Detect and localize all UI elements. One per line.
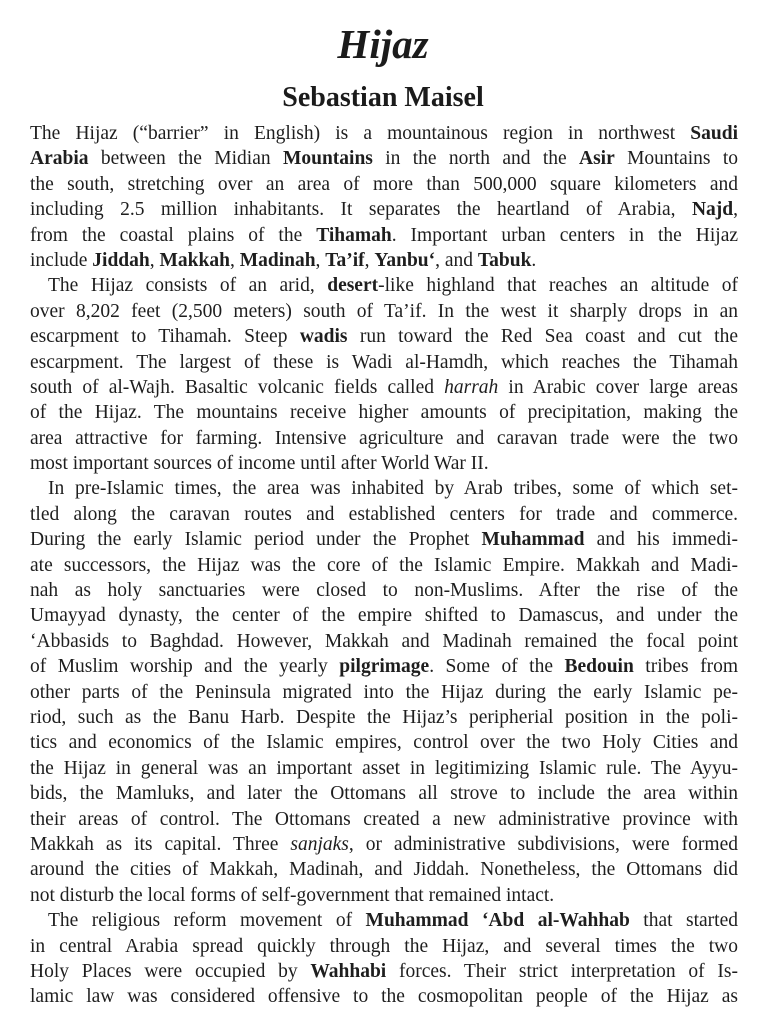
text-line bbox=[30, 629, 738, 654]
text-run: , bbox=[149, 249, 160, 271]
text-run: run toward the Red Sea coast and cut the bbox=[347, 326, 738, 348]
text-line bbox=[30, 603, 738, 628]
text-line bbox=[30, 146, 738, 171]
text-line bbox=[30, 934, 738, 959]
text-run: Makkah as its capital. Three bbox=[30, 833, 291, 855]
text-run: include bbox=[30, 249, 93, 271]
text-run: between the Midian bbox=[88, 148, 283, 170]
bold-term: Yanbu‘ bbox=[374, 249, 436, 271]
article-body bbox=[30, 121, 738, 1010]
text-run: in central Arabia spread quickly through the Hijaz, and several times the two bbox=[30, 935, 738, 957]
text-run: ate successors, the Hijaz was the core of the Islamic Empire. Makkah and Madi- bbox=[30, 554, 738, 576]
text-run: from the coastal plains of the bbox=[30, 224, 317, 246]
text-line bbox=[30, 350, 738, 375]
bold-term: Saudi bbox=[690, 123, 738, 144]
text-line bbox=[30, 121, 738, 146]
text-run: tribes from bbox=[633, 656, 738, 678]
text-run: south of al-Wajh. Basaltic volcanic fields called bbox=[30, 376, 445, 398]
text-run: , and bbox=[435, 249, 478, 271]
bold-term: Bedouin bbox=[564, 656, 634, 678]
text-line bbox=[30, 578, 738, 603]
bold-term: Tabuk bbox=[477, 249, 532, 271]
text-run: other parts of the Peninsula migrated into the Hijaz during the early Islamic pe- bbox=[30, 681, 738, 703]
text-line bbox=[30, 400, 738, 425]
bold-term: Jiddah bbox=[92, 249, 150, 271]
text-line bbox=[30, 299, 738, 324]
text-run: ‘Abbasids to Baghdad. However, Makkah and Madinah remained the focal point bbox=[30, 630, 738, 652]
text-line bbox=[30, 324, 738, 349]
text-line bbox=[30, 705, 738, 730]
bold-term: Wahhabi bbox=[310, 960, 387, 982]
text-run: The Hijaz consists of an arid, bbox=[48, 275, 328, 297]
text-line bbox=[30, 857, 738, 882]
text-run: escarpment to Tihamah. Steep bbox=[30, 326, 300, 348]
text-run: bids, the Mamluks, and later the Ottomans all strove to include the area within bbox=[30, 783, 738, 805]
text-line bbox=[30, 984, 738, 1009]
text-run: escarpment. The largest of these is Wadi al-Hamdh, which reaches the Tihamah bbox=[30, 351, 738, 373]
text-line bbox=[30, 680, 738, 705]
bold-term: Asir bbox=[579, 148, 615, 170]
bold-term: Arabia bbox=[30, 148, 89, 170]
text-run: riod, such as the Banu Harb. Despite the Hijaz’s peripherial position in the poli- bbox=[30, 706, 738, 728]
text-run: . Important urban centers in the Hijaz bbox=[391, 224, 738, 246]
text-line bbox=[30, 273, 738, 298]
bold-term: Makkah bbox=[159, 249, 230, 271]
text-line bbox=[30, 451, 738, 476]
text-run: in the north and the bbox=[372, 148, 579, 170]
bold-term: Tihamah bbox=[316, 224, 392, 246]
bold-term: desert bbox=[327, 275, 379, 297]
text-run: -like highland that reaches an altitude of bbox=[378, 275, 738, 297]
text-run: nah as holy sanctuaries were closed to non-Muslims. After the rise of the bbox=[30, 580, 738, 602]
bold-term: Madinah bbox=[239, 249, 316, 271]
text-run: Mountains to bbox=[614, 148, 738, 170]
text-line bbox=[30, 781, 738, 806]
text-run: that started bbox=[629, 910, 738, 932]
text-run: lamic law was considered offensive to the cosmopolitan people of the Hijaz as bbox=[30, 986, 738, 1008]
text-run: including 2.5 million inhabitants. It separates the heartland of Arabia, bbox=[30, 199, 692, 221]
italic-term: sanjaks bbox=[290, 833, 349, 855]
text-run: their areas of control. The Ottomans created a new administrative province with bbox=[30, 808, 738, 830]
text-run: tled along the caravan routes and established centers for trade and commerce. bbox=[30, 503, 738, 525]
text-run: area attractive for farming. Intensive agriculture and caravan trade were the two bbox=[30, 427, 738, 449]
text-run: of the Hijaz. The mountains receive higher amounts of precipitation, making the bbox=[30, 402, 738, 424]
text-run: over 8,202 feet (2,500 meters) south of Ta’if. In the west it sharply drops in an bbox=[30, 300, 738, 322]
text-run: In pre-Islamic times, the area was inhabited by Arab tribes, some of which set- bbox=[48, 478, 738, 500]
text-run: around the cities of Makkah, Madinah, and Jiddah. Nonetheless, the Ottomans did bbox=[30, 859, 738, 881]
bold-term: Najd bbox=[691, 199, 734, 221]
text-run: The religious reform movement of bbox=[48, 910, 366, 932]
text-line bbox=[30, 502, 738, 527]
text-run: , bbox=[315, 249, 326, 271]
text-line bbox=[30, 223, 738, 248]
text-run: The Hijaz (“barrier” in English) is a mountainous region in northwest bbox=[30, 123, 691, 144]
text-run: forces. Their strict interpretation of Is- bbox=[386, 960, 738, 982]
text-run: . Some of the bbox=[429, 656, 565, 678]
text-run: the south, stretching over an area of more than 500,000 square kilometers and bbox=[30, 173, 738, 195]
text-run: in Arabic cover large areas bbox=[498, 376, 738, 398]
text-run: . bbox=[531, 249, 537, 271]
text-run: Umayyad dynasty, the center of the empire shifted to Damascus, and under the bbox=[30, 605, 738, 627]
text-run: , or administrative subdivisions, were formed bbox=[348, 833, 738, 855]
text-line bbox=[30, 527, 738, 552]
text-run: not disturb the local forms of self-government that remained intact. bbox=[30, 884, 555, 906]
article-author: Sebastian Maisel bbox=[282, 82, 484, 113]
text-line bbox=[30, 730, 738, 755]
text-line bbox=[30, 959, 738, 984]
text-line bbox=[30, 883, 738, 908]
text-line bbox=[30, 553, 738, 578]
article-title: Hijaz bbox=[337, 21, 429, 67]
text-run: tics and economics of the Islamic empires, control over the two Holy Cities and bbox=[30, 732, 738, 754]
text-run: , bbox=[229, 249, 240, 271]
italic-term: harrah bbox=[444, 376, 499, 398]
text-line bbox=[30, 248, 738, 273]
text-run: most important sources of income until after World War II. bbox=[30, 453, 489, 475]
text-line bbox=[30, 756, 738, 781]
text-line bbox=[30, 197, 738, 222]
bold-term: Ta’if bbox=[325, 249, 365, 271]
bold-term: Mountains bbox=[282, 148, 373, 170]
text-line bbox=[30, 908, 738, 933]
text-line bbox=[30, 375, 738, 400]
text-run: , bbox=[364, 249, 375, 271]
text-run: the Hijaz in general was an important asset in legitimizing Islamic rule. The Ayyu- bbox=[30, 757, 738, 779]
text-run: of Muslim worship and the yearly bbox=[30, 656, 340, 678]
bold-term: Muhammad bbox=[481, 529, 585, 551]
bold-term: wadis bbox=[299, 326, 348, 348]
bold-term: pilgrimage bbox=[339, 656, 430, 678]
text-line bbox=[30, 807, 738, 832]
text-line bbox=[30, 832, 738, 857]
text-line bbox=[30, 654, 738, 679]
bold-term: Muhammad ‘Abd al-Wahhab bbox=[365, 910, 630, 932]
text-line bbox=[30, 426, 738, 451]
text-run: , bbox=[733, 199, 738, 221]
text-run: and his immedi- bbox=[584, 529, 738, 551]
text-run: During the early Islamic period under the Prophet bbox=[30, 529, 482, 551]
text-run: Holy Places were occupied by bbox=[30, 960, 311, 982]
text-line bbox=[30, 172, 738, 197]
text-line bbox=[30, 476, 738, 501]
